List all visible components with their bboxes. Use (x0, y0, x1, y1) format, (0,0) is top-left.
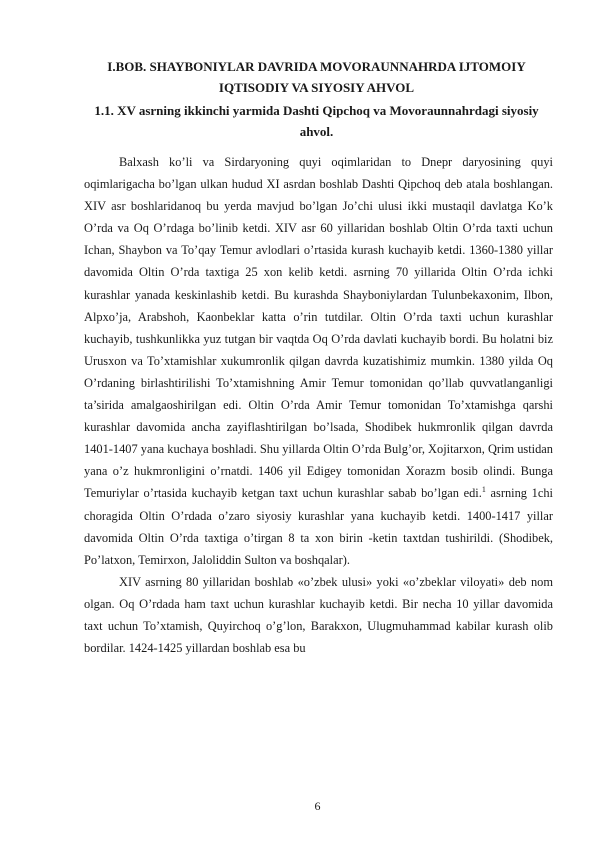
paragraph-1-text: Balxash ko’li va Sirdaryoning quyi oqimlaridan to Dnepr daryosining quyi oqimlarigacha bo’lgan ulkan hudud XI asrdan boshlab Dashti Qipchoq deb atala boshlangan. XIV asr boshlaridanoq bu yerda mavjud bo’lgan Jo’chi ulusi ikki mustaqil davlatga Ko’k O’rda va Oq O’rdaga bo’linib ketdi. XIV asr 60 yillaridan boshlab Oltin O’rda taxti uchun Ichan, Shaybon va To’qay Temur avlodlari o’rtasida kurash kuchayib ketdi. 1360-1380 yillar davomida Oltin O’rda taxtiga 25 xon kelib ketdi. asrning 70 yillarida Oltin O’rda ichki kurashlar yanada keskinlashib ketdi. Bu kurashda Shayboniylardan Tulunbekaxonim, Ilbon, Alpxo’ja, Arabshoh, Kaonbeklar katta o’rin tutdilar. Oltin O’rda taxti uchun kurashlar kuchayib, tushkunlikka yuz tutgan bir vaqtda Oq O’rda davlati kuchayib bordi. Bu holatni biz Urusxon va To’xtamishlar xukumronlik qilgan davrda kuzatishimiz mumkin. 1380 yilda Oq O’rdaning birlashtirilishi To’xtamishning Amir Temur tomonidan qo’llab quvvatlanganligi ta’sirida amalgaoshirilgan edi. Oltin O’rda Amir Temur tomonidan To’xtamishga qarshi kurashlar davomida ancha zayiflashtirilgan bo’lsada, Shodibek hukmronlik qilgan davrda 1401-1407 yana kuchaya boshladi. Shu yillarda Oltin O’rda Bulg’or, Xojitarxon, Qrim ustidan yana o’z hukmronligini o’rnatdi. 1406 yil Edigey tomonidan Xorazm bosib olindi. Bunga Temuriylar o’rtasida kuchayib ketgan taxt uchun kurashlar sabab bo’lgan edi. (84, 155, 553, 501)
paragraph-2: XIV asrning 80 yillaridan boshlab «o’zbek ulusi» yoki «o’zbeklar viloyati» deb nom olgan. Oq O’rdada ham taxt uchun kurashlar kuchayib ketdi. Bir necha 10 yillar davomida taxt uchun To’xtamish, Quyirchoq o’g’lon, Barakxon, Ulugmuhammad kabilar kurash olib bordilar. 1424-1425 yillardan boshlab esa bu (84, 574, 553, 656)
paragraph-1 (84, 151, 553, 571)
body-text (84, 151, 553, 659)
paragraph-1-continuation: asrning 1chi choragida Oltin O’rdada o’zaro siyosiy kurashlar yana kuchayib ketdi. 1400-1417 yillar davomida Oltin O’rda taxtiga o’tirgan 8 ta xon birin -ketin taxtdan tushirildi. (Shodibek, Po’latxon, Temirxon, Jaloliddin Sulton va boshqalar). (84, 486, 553, 567)
chapter-heading: I.BOB. SHAYBONIYLAR DAVRIDA MOVORAUNNAHRDA IJTOMOIY IQTISODIY VA SIYOSIY AHVOL (107, 59, 526, 95)
footnote-marker[interactable]: 1 (481, 485, 486, 495)
section-heading: 1.1. XV asrning ikkinchi yarmida Dashti Qipchoq va Movoraunnahrdagi siyosiy ahvol. (94, 103, 539, 139)
page-number: 6 (314, 799, 321, 813)
